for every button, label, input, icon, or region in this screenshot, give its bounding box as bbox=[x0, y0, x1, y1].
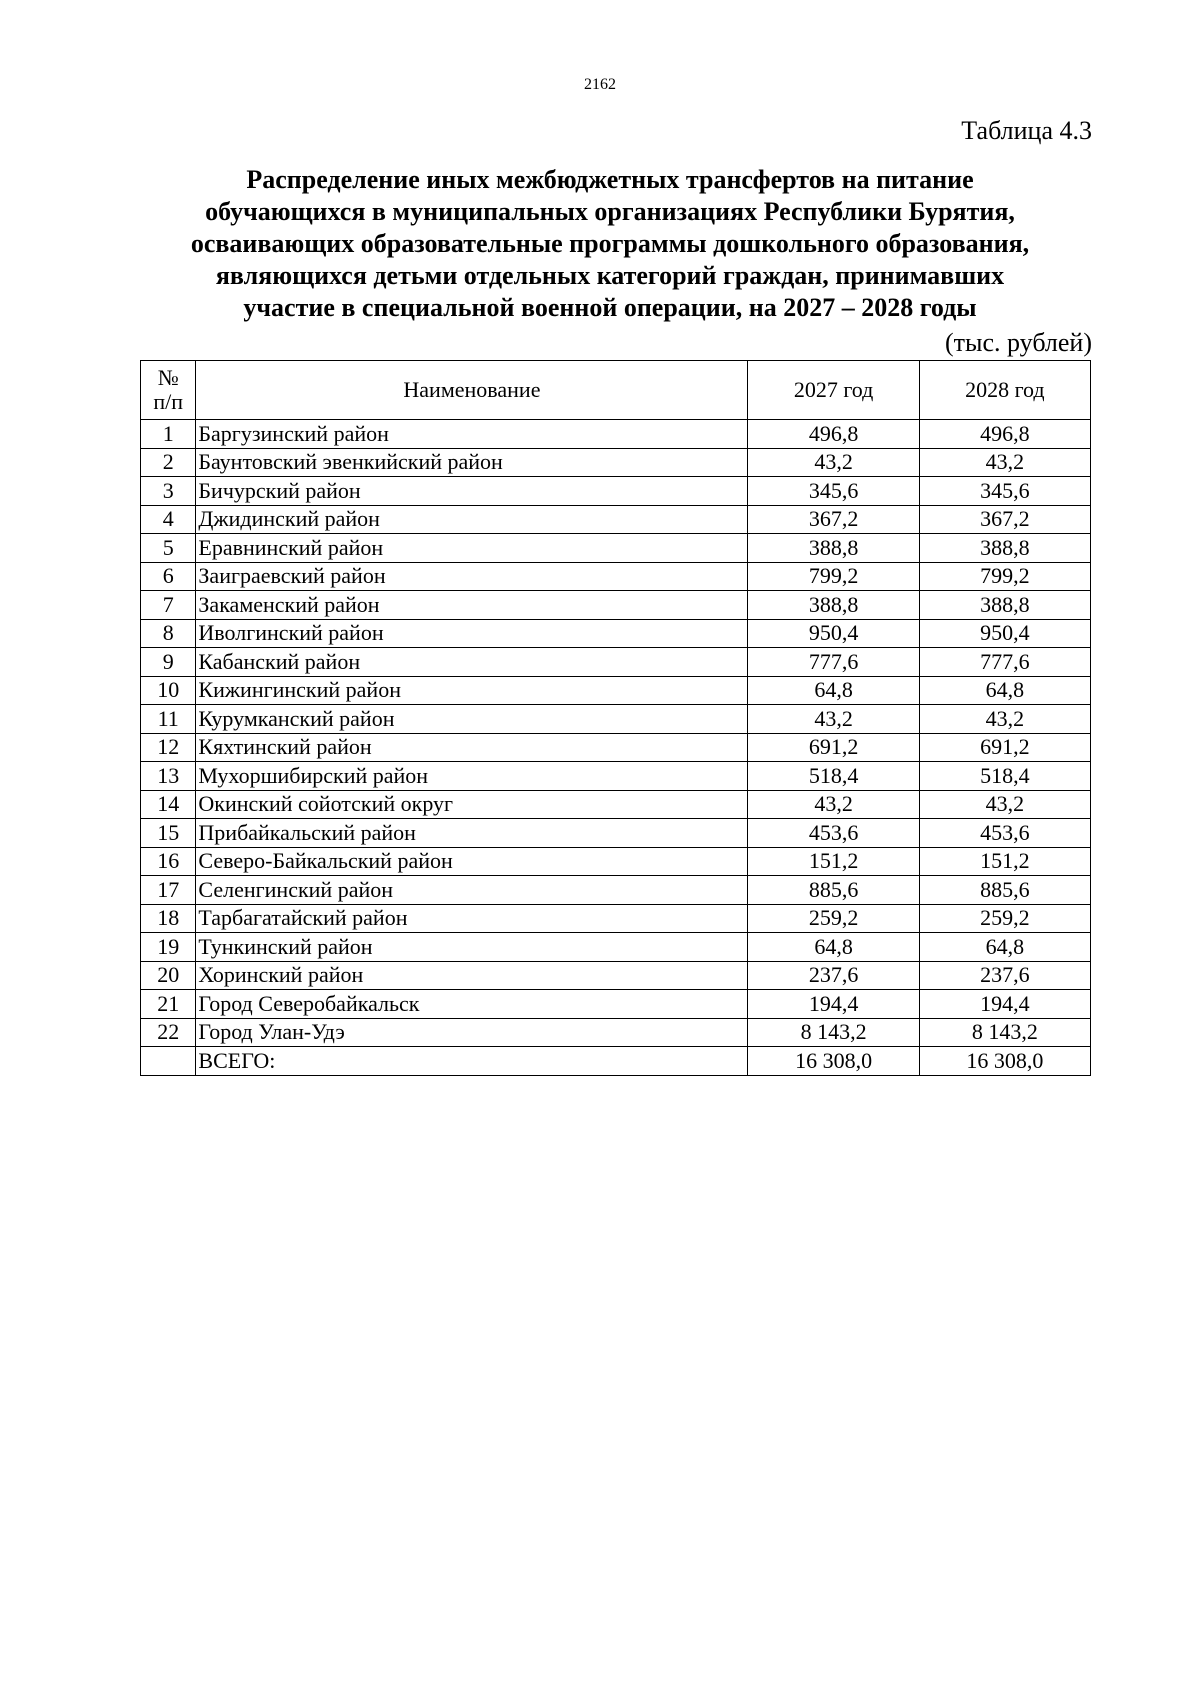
row-name: Баргузинский район bbox=[196, 420, 748, 449]
table-row bbox=[141, 990, 1091, 1019]
header-2027: 2027 год bbox=[748, 361, 919, 420]
row-number: 13 bbox=[141, 762, 196, 791]
table-body bbox=[141, 420, 1091, 1076]
row-value-2028: 64,8 bbox=[919, 933, 1090, 962]
header-num-line2: п/п bbox=[153, 389, 184, 414]
row-name: Иволгинский район bbox=[196, 619, 748, 648]
row-value-2027: 43,2 bbox=[748, 705, 919, 734]
row-value-2028: 885,6 bbox=[919, 876, 1090, 905]
row-number: 19 bbox=[141, 933, 196, 962]
row-number: 7 bbox=[141, 591, 196, 620]
row-number: 1 bbox=[141, 420, 196, 449]
row-value-2028: 43,2 bbox=[919, 705, 1090, 734]
row-name: Город Северобайкальск bbox=[196, 990, 748, 1019]
row-number: 14 bbox=[141, 790, 196, 819]
row-number: 9 bbox=[141, 648, 196, 677]
row-name: Кяхтинский район bbox=[196, 733, 748, 762]
title-line: являющихся детьми отдельных категорий граждан, принимавших bbox=[215, 261, 1005, 290]
row-value-2028: 518,4 bbox=[919, 762, 1090, 791]
row-name: Мухоршибирский район bbox=[196, 762, 748, 791]
row-value-2027: 388,8 bbox=[748, 591, 919, 620]
header-2028: 2028 год bbox=[919, 361, 1090, 420]
row-value-2028: 237,6 bbox=[919, 961, 1090, 990]
row-name: ВСЕГО: bbox=[196, 1047, 748, 1076]
title-line: участие в специальной военной операции, на 2027 – 2028 годы bbox=[243, 293, 977, 322]
row-number: 10 bbox=[141, 676, 196, 705]
row-value-2027: 777,6 bbox=[748, 648, 919, 677]
row-number: 21 bbox=[141, 990, 196, 1019]
row-value-2027: 453,6 bbox=[748, 819, 919, 848]
table-row bbox=[141, 648, 1091, 677]
row-value-2028: 8 143,2 bbox=[919, 1018, 1090, 1047]
row-value-2027: 885,6 bbox=[748, 876, 919, 905]
table-row bbox=[141, 505, 1091, 534]
header-name: Наименование bbox=[196, 361, 748, 420]
row-value-2028: 950,4 bbox=[919, 619, 1090, 648]
row-value-2027: 43,2 bbox=[748, 790, 919, 819]
table-row bbox=[141, 562, 1091, 591]
row-value-2027: 64,8 bbox=[748, 933, 919, 962]
table-row bbox=[141, 762, 1091, 791]
row-number: 20 bbox=[141, 961, 196, 990]
row-number: 8 bbox=[141, 619, 196, 648]
row-value-2028: 43,2 bbox=[919, 790, 1090, 819]
table-row bbox=[141, 534, 1091, 563]
row-value-2027: 237,6 bbox=[748, 961, 919, 990]
row-value-2028: 345,6 bbox=[919, 477, 1090, 506]
row-value-2027: 43,2 bbox=[748, 448, 919, 477]
row-value-2028: 691,2 bbox=[919, 733, 1090, 762]
row-number: 2 bbox=[141, 448, 196, 477]
row-value-2027: 8 143,2 bbox=[748, 1018, 919, 1047]
table-header-row bbox=[141, 361, 1091, 420]
row-number: 3 bbox=[141, 477, 196, 506]
row-value-2028: 777,6 bbox=[919, 648, 1090, 677]
table-row bbox=[141, 619, 1091, 648]
row-value-2027: 259,2 bbox=[748, 904, 919, 933]
table-row bbox=[141, 847, 1091, 876]
table-row bbox=[141, 448, 1091, 477]
row-value-2028: 453,6 bbox=[919, 819, 1090, 848]
row-name: Прибайкальский район bbox=[196, 819, 748, 848]
row-value-2027: 950,4 bbox=[748, 619, 919, 648]
row-name: Кижингинский район bbox=[196, 676, 748, 705]
row-number: 6 bbox=[141, 562, 196, 591]
row-name: Курумканский район bbox=[196, 705, 748, 734]
row-value-2028: 496,8 bbox=[919, 420, 1090, 449]
row-name: Тункинский район bbox=[196, 933, 748, 962]
row-value-2028: 388,8 bbox=[919, 591, 1090, 620]
row-name: Хоринский район bbox=[196, 961, 748, 990]
table-row bbox=[141, 591, 1091, 620]
table-label: Таблица 4.3 bbox=[961, 116, 1092, 145]
row-value-2027: 64,8 bbox=[748, 676, 919, 705]
row-value-2028: 64,8 bbox=[919, 676, 1090, 705]
row-number: 16 bbox=[141, 847, 196, 876]
row-name: Окинский сойотский округ bbox=[196, 790, 748, 819]
table-row bbox=[141, 790, 1091, 819]
row-name: Тарбагатайский район bbox=[196, 904, 748, 933]
row-name: Город Улан-Удэ bbox=[196, 1018, 748, 1047]
title-line: Распределение иных межбюджетных трансфертов на питание bbox=[246, 165, 974, 194]
row-name: Еравнинский район bbox=[196, 534, 748, 563]
row-value-2028: 799,2 bbox=[919, 562, 1090, 591]
row-value-2027: 799,2 bbox=[748, 562, 919, 591]
row-value-2027: 345,6 bbox=[748, 477, 919, 506]
row-name: Баунтовский эвенкийский район bbox=[196, 448, 748, 477]
header-num bbox=[141, 361, 196, 420]
table-row bbox=[141, 961, 1091, 990]
row-value-2027: 388,8 bbox=[748, 534, 919, 563]
table-row bbox=[141, 477, 1091, 506]
units-label: (тыс. рублей) bbox=[944, 328, 1092, 357]
row-name: Бичурский район bbox=[196, 477, 748, 506]
row-value-2028: 259,2 bbox=[919, 904, 1090, 933]
row-value-2028: 43,2 bbox=[919, 448, 1090, 477]
row-number: 12 bbox=[141, 733, 196, 762]
row-value-2027: 151,2 bbox=[748, 847, 919, 876]
table-row bbox=[141, 876, 1091, 905]
row-name: Заиграевский район bbox=[196, 562, 748, 591]
title-line: обучающихся в муниципальных организациях Республики Бурятия, bbox=[205, 197, 1015, 226]
row-name: Джидинский район bbox=[196, 505, 748, 534]
row-value-2028: 151,2 bbox=[919, 847, 1090, 876]
row-value-2027: 367,2 bbox=[748, 505, 919, 534]
row-number bbox=[141, 1047, 196, 1076]
transfers-table bbox=[140, 360, 1091, 1076]
table-row bbox=[141, 676, 1091, 705]
row-name: Закаменский район bbox=[196, 591, 748, 620]
page-number: 2162 bbox=[584, 76, 616, 93]
row-number: 4 bbox=[141, 505, 196, 534]
row-value-2027: 691,2 bbox=[748, 733, 919, 762]
row-number: 17 bbox=[141, 876, 196, 905]
row-value-2027: 518,4 bbox=[748, 762, 919, 791]
document-title bbox=[140, 164, 1080, 324]
table-row bbox=[141, 420, 1091, 449]
table-row bbox=[141, 904, 1091, 933]
table-row bbox=[141, 819, 1091, 848]
row-number: 15 bbox=[141, 819, 196, 848]
row-value-2028: 16 308,0 bbox=[919, 1047, 1090, 1076]
row-name: Селенгинский район bbox=[196, 876, 748, 905]
row-value-2027: 16 308,0 bbox=[748, 1047, 919, 1076]
row-number: 5 bbox=[141, 534, 196, 563]
row-value-2028: 367,2 bbox=[919, 505, 1090, 534]
row-value-2027: 194,4 bbox=[748, 990, 919, 1019]
total-row bbox=[141, 1047, 1091, 1076]
row-number: 18 bbox=[141, 904, 196, 933]
table-row bbox=[141, 733, 1091, 762]
header-num-line1: № bbox=[157, 365, 179, 390]
table-row bbox=[141, 705, 1091, 734]
title-line: осваивающих образовательные программы дошкольного образования, bbox=[190, 229, 1030, 258]
table-row bbox=[141, 1018, 1091, 1047]
row-name: Северо-Байкальский район bbox=[196, 847, 748, 876]
row-number: 11 bbox=[141, 705, 196, 734]
table-row bbox=[141, 933, 1091, 962]
row-value-2028: 388,8 bbox=[919, 534, 1090, 563]
row-value-2027: 496,8 bbox=[748, 420, 919, 449]
row-number: 22 bbox=[141, 1018, 196, 1047]
row-name: Кабанский район bbox=[196, 648, 748, 677]
row-value-2028: 194,4 bbox=[919, 990, 1090, 1019]
